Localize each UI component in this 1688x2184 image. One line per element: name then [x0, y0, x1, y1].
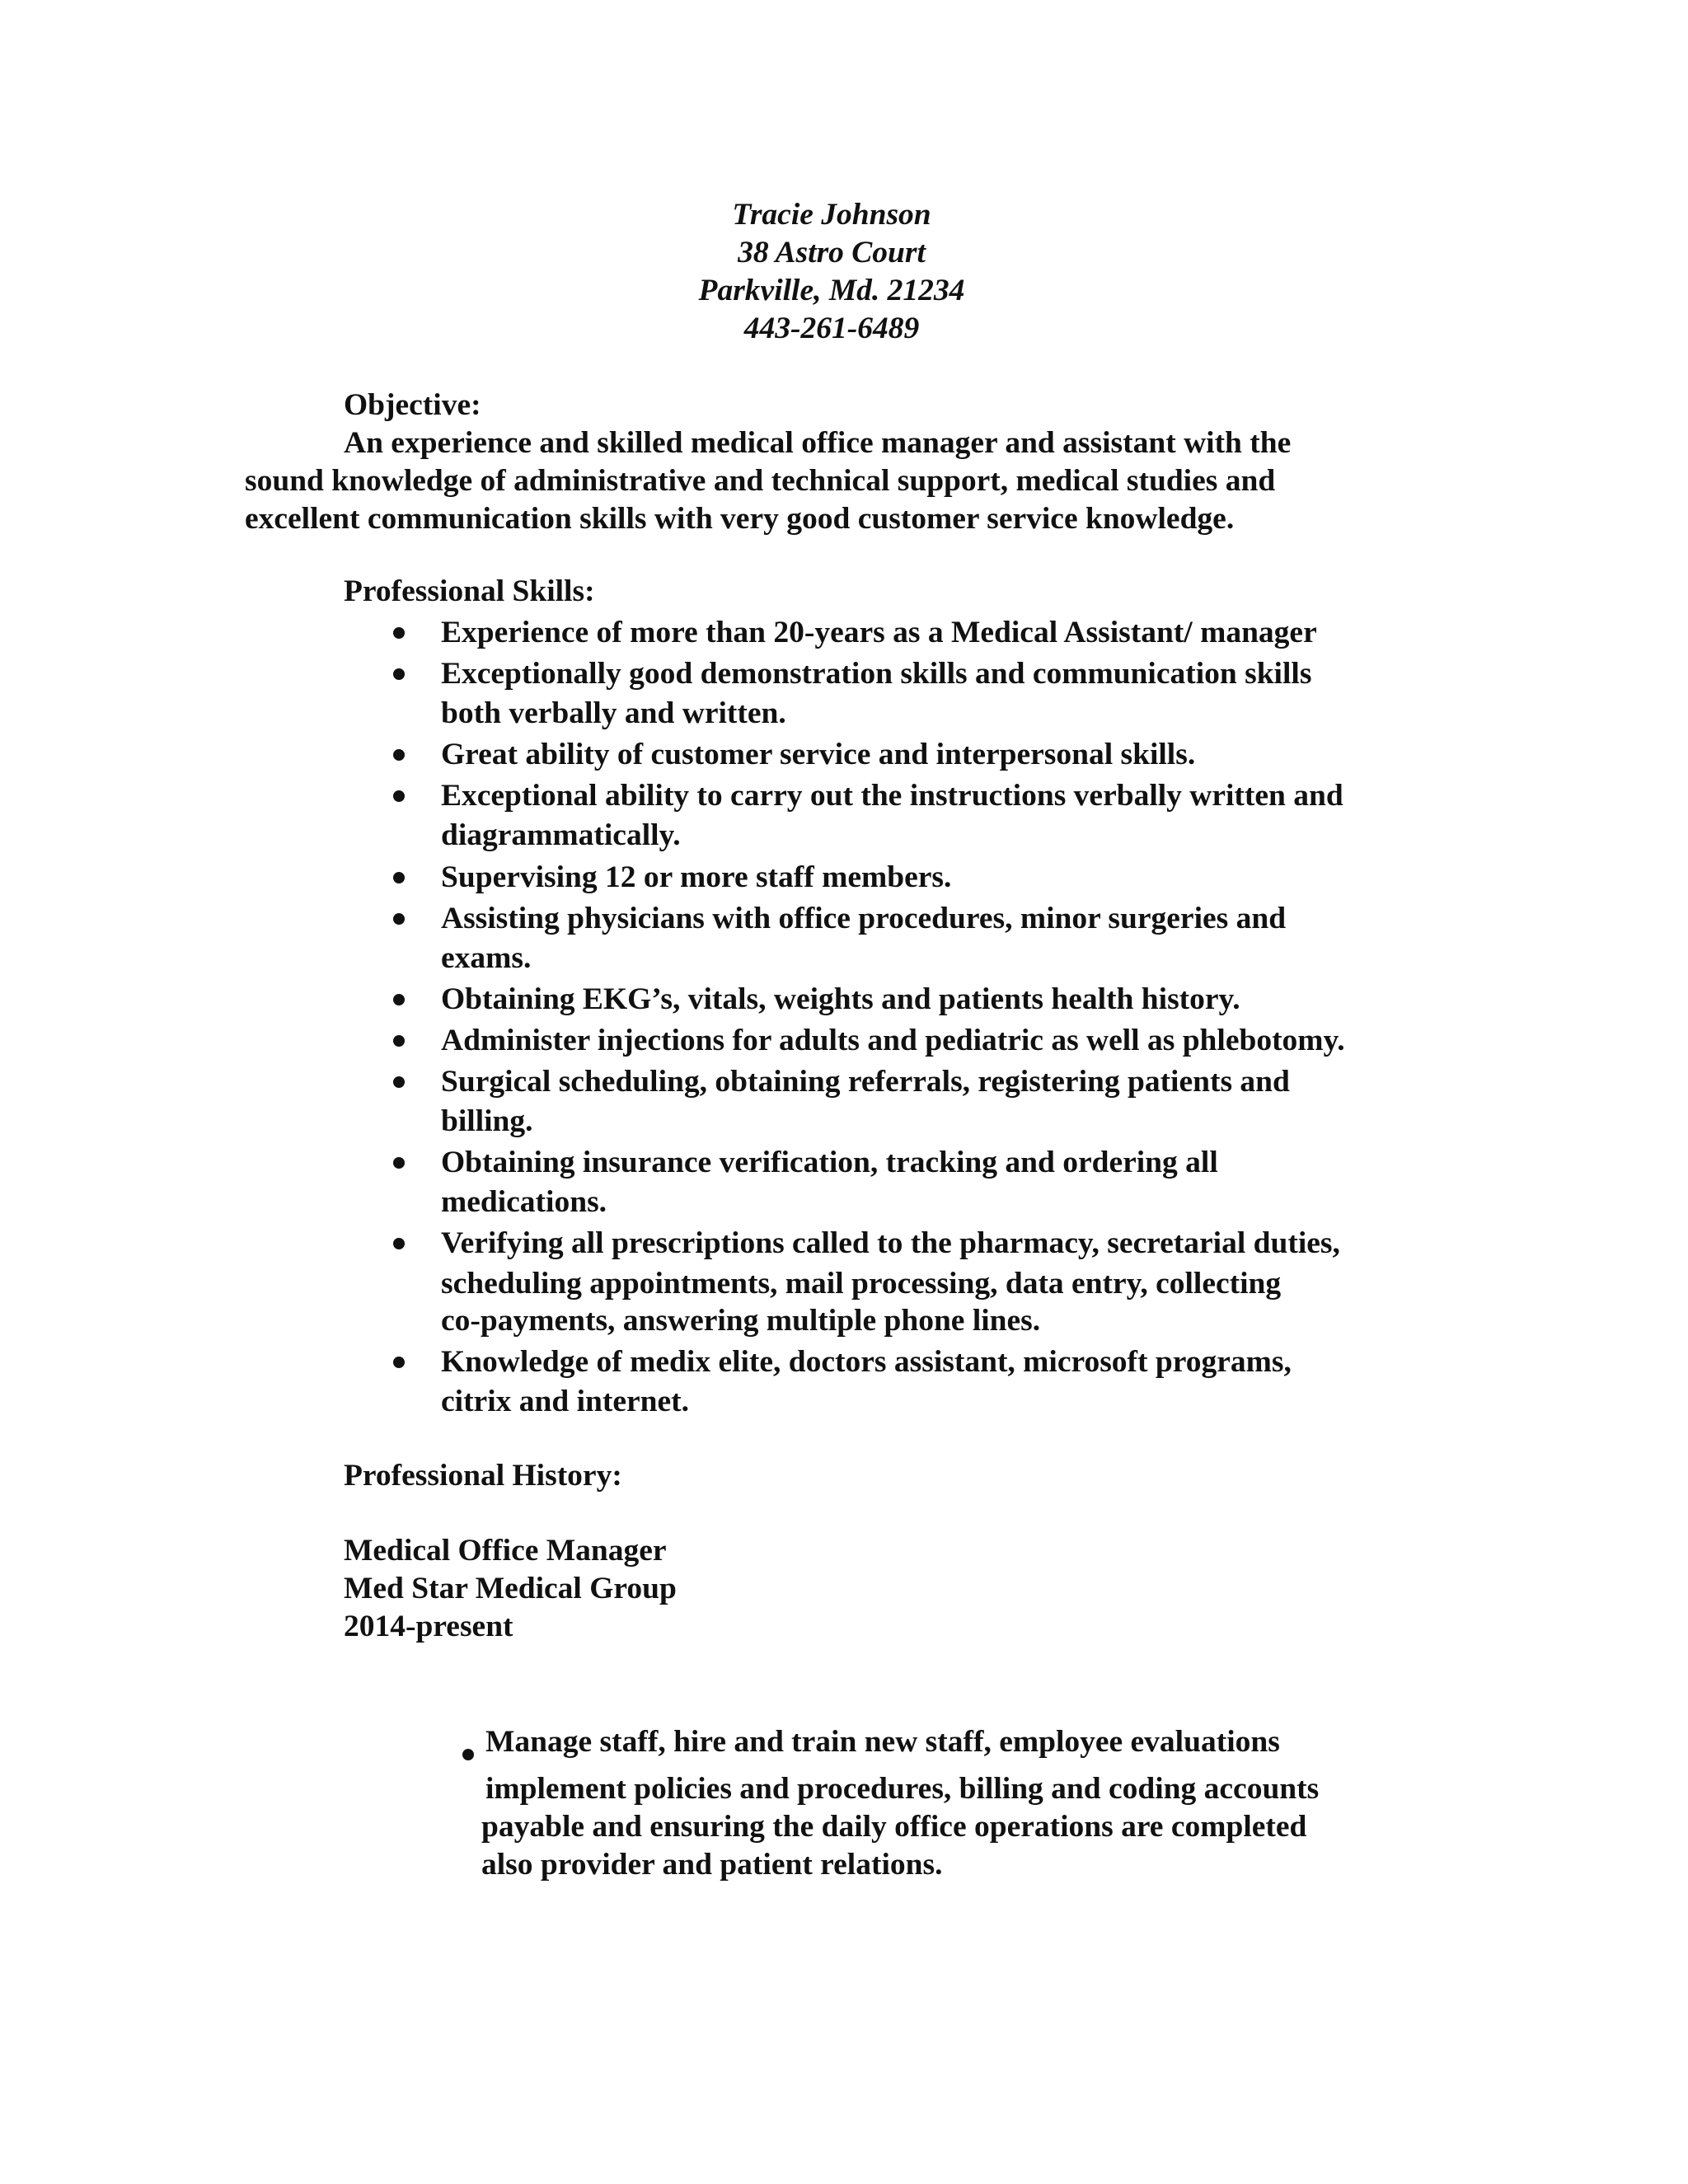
street-address: 38 Astro Court — [738, 236, 926, 269]
phone-number: 443-261-6489 — [743, 312, 920, 345]
skill-item: Knowledge of medix elite, doctors assistant, microsoft programs, — [441, 1345, 1292, 1379]
job-company: Med Star Medical Group — [344, 1572, 677, 1605]
skill-item: Surgical scheduling, obtaining referrals, registering patients and — [441, 1065, 1290, 1099]
objective-heading: Objective: — [344, 388, 481, 422]
bullet-icon — [393, 1157, 405, 1169]
applicant-name: Tracie Johnson — [732, 198, 931, 232]
bullet-icon — [393, 668, 405, 680]
skill-item: Exceptionally good demonstration skills and communication skills — [441, 657, 1312, 691]
skill-item: Experience of more than 20-years as a Medical Assistant/ manager — [441, 616, 1317, 649]
bullet-icon — [393, 627, 405, 639]
skill-item-continuation: exams. — [441, 941, 532, 975]
skill-item-continuation: both verbally and written. — [441, 696, 786, 730]
bullet-icon — [393, 994, 405, 1005]
skill-item-continuation: co-payments, answering multiple phone lines. — [441, 1304, 1041, 1338]
skill-item: Obtaining EKG’s, vitals, weights and patients health history. — [441, 982, 1240, 1016]
bullet-icon — [393, 1076, 405, 1088]
bullet-icon — [393, 749, 405, 761]
city-state-zip: Parkville, Md. 21234 — [698, 274, 965, 307]
job-dates: 2014-present — [344, 1610, 513, 1643]
objective-line: sound knowledge of administrative and technical support, medical studies and — [245, 464, 1276, 498]
skill-item-continuation: medications. — [441, 1185, 607, 1219]
skill-item: Obtaining insurance verification, tracking and ordering all — [441, 1146, 1218, 1179]
bullet-icon — [393, 1357, 405, 1368]
skill-item: Exceptional ability to carry out the instructions verbally written and — [441, 779, 1343, 813]
skill-item: Great ability of customer service and interpersonal skills. — [441, 738, 1196, 771]
skill-item-continuation: citrix and internet. — [441, 1385, 689, 1418]
skill-item: Assisting physicians with office procedures, minor surgeries and — [441, 902, 1287, 935]
objective-line: excellent communication skills with very good customer service knowledge. — [245, 502, 1235, 536]
bullet-icon — [462, 1749, 474, 1760]
bullet-icon — [393, 872, 405, 883]
job-title: Medical Office Manager — [344, 1534, 667, 1568]
skill-item: Verifying all prescriptions called to the pharmacy, secretarial duties, — [441, 1226, 1340, 1260]
objective-line: An experience and skilled medical office manager and assistant with the — [344, 426, 1292, 460]
job-duty-line: implement policies and procedures, billing and coding accounts — [485, 1772, 1320, 1806]
bullet-icon — [393, 913, 405, 925]
job-duty-line: also provider and patient relations. — [481, 1848, 943, 1882]
bullet-icon — [393, 790, 405, 802]
job-duty-line: Manage staff, hire and train new staff, employee evaluations — [485, 1725, 1280, 1759]
skill-item-continuation: billing. — [441, 1104, 533, 1138]
skills-heading: Professional Skills: — [344, 574, 595, 608]
skill-item-continuation: scheduling appointments, mail processing, data entry, collecting — [441, 1267, 1282, 1301]
skill-item: Administer injections for adults and pediatric as well as phlebotomy. — [441, 1024, 1345, 1057]
skill-item: Supervising 12 or more staff members. — [441, 860, 952, 894]
skill-item-continuation: diagrammatically. — [441, 818, 681, 852]
bullet-icon — [393, 1238, 405, 1249]
bullet-icon — [393, 1035, 405, 1047]
history-heading: Professional History: — [344, 1459, 622, 1493]
job-duty-line: payable and ensuring the daily office operations are completed — [481, 1810, 1307, 1844]
